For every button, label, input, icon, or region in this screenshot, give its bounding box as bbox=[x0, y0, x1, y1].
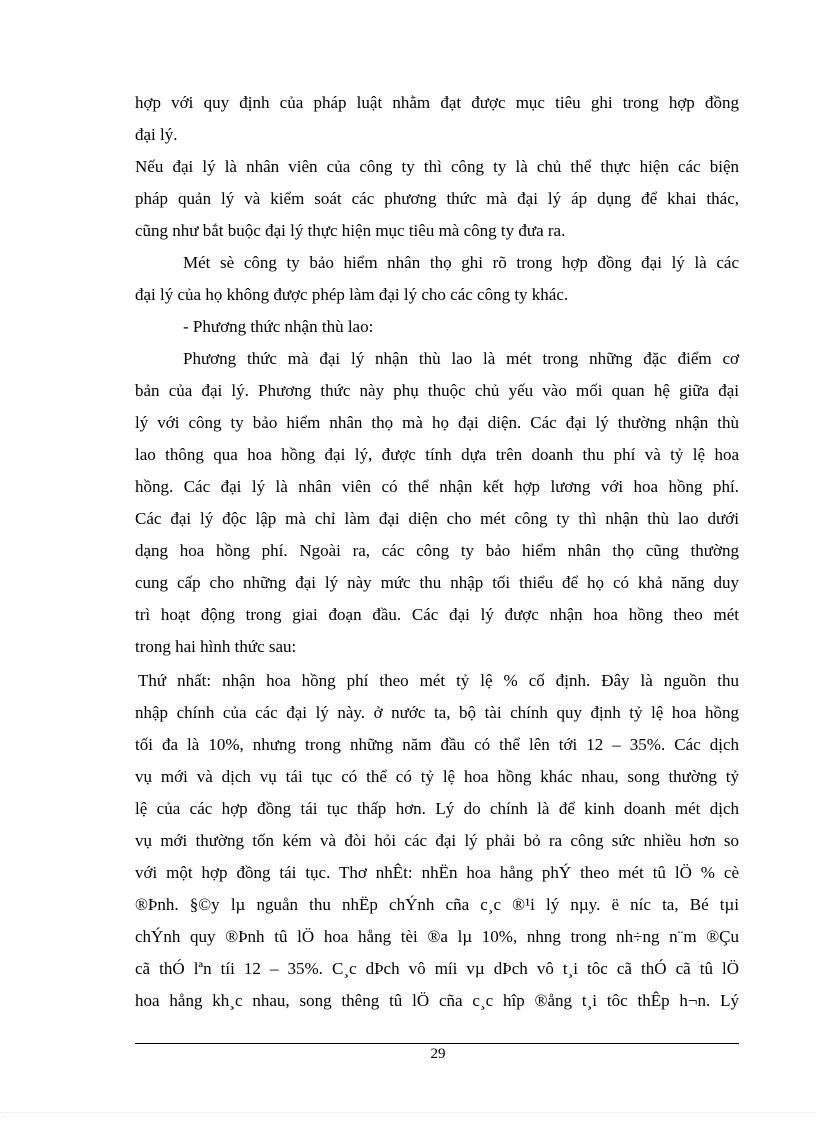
page-number: 29 bbox=[430, 1046, 446, 1062]
text-line: Thứ nhất: nhận hoa hồng phí theo mét tỷ lệ % cố định. Đây là nguồn thu bbox=[138, 671, 739, 690]
section-heading: - Phương thức nhận thù lao: bbox=[183, 317, 374, 336]
text-line: Nếu đại lý là nhân viên của công ty thì công ty là chủ thể thực hiện các biện bbox=[135, 157, 739, 176]
text-line: lý với công ty bảo hiểm nhân thọ mà họ đại diện. Các đại lý thường nhận thù bbox=[135, 413, 739, 432]
text-line: dạng hoa hồng phí. Ngoài ra, các công ty bảo hiểm nhân thọ cũng thường bbox=[135, 541, 739, 560]
text-line: Phương thức mà đại lý nhận thù lao là mét trong những đặc điểm cơ bbox=[183, 349, 739, 368]
text-line: đại lý. bbox=[135, 125, 178, 144]
page-bottom-border bbox=[0, 1112, 816, 1113]
text-line: cã thÓ lªn tíi 12 – 35%. C¸c dÞch vô míi vµ dÞch vô t¸i tôc cã thÓ cã tû lÖ bbox=[135, 959, 739, 978]
text-line: vụ mới và dịch vụ tái tục có thể có tỷ lệ hoa hồng khác nhau, song thường tỷ bbox=[135, 767, 739, 786]
text-line: hồng. Các đại lý là nhân viên có thể nhận kết hợp lương với hoa hồng phí. bbox=[135, 477, 739, 496]
text-line: pháp quản lý và kiểm soát các phương thức mà đại lý áp dụng để khai thác, bbox=[135, 189, 739, 208]
text-line: chÝnh quy ®Þnh tû lÖ hoa hång tèi ®a lµ 10%, nhng trong nh÷ng n¨m ®Çu bbox=[135, 927, 739, 946]
text-line: hoa hång kh¸c nhau, song thêng tû lÖ cña c¸c hîp ®ång t¸i tôc thÊp h¬n. Lý bbox=[135, 991, 739, 1010]
text-line: trong hai hình thức sau: bbox=[135, 637, 297, 656]
text-line: hợp với quy định của pháp luật nhằm đạt được mục tiêu ghi trong hợp đồng bbox=[135, 93, 739, 112]
text-line: lao thông qua hoa hồng đại lý, được tính dựa trên doanh thu phí và tỷ lệ hoa bbox=[135, 445, 739, 464]
text-line: vụ mới thường tốn kém và đòi hỏi các đại lý phải bỏ ra công sức nhiều hơn so bbox=[135, 831, 739, 850]
text-line: cung cấp cho những đại lý này mức thu nhập tối thiểu để họ có khả năng duy bbox=[135, 573, 739, 592]
text-line: nhập chính của các đại lý này. ở nước ta, bộ tài chính quy định tỷ lệ hoa hồng bbox=[135, 703, 739, 722]
text-line: Mét sè công ty bảo hiểm nhân thọ ghi rõ trong hợp đồng đại lý là các bbox=[183, 253, 739, 272]
text-line: ®Þnh. §©y lµ nguån thu nhËp chÝnh cña c¸c ®¹i lý nµy. ë níc ta, Bé tµi bbox=[135, 895, 739, 914]
text-line: cũng như bắt buộc đại lý thực hiện mục tiêu mà công ty đưa ra. bbox=[135, 221, 566, 240]
text-line: bản của đại lý. Phương thức này phụ thuộc chủ yếu vào mối quan hệ giữa đại bbox=[135, 381, 739, 400]
text-line: tối đa là 10%, nhưng trong những năm đầu có thể lên tới 12 – 35%. Các dịch bbox=[135, 735, 739, 754]
text-line: Các đại lý độc lập mà chỉ làm đại diện cho mét công ty thì nhận thù lao dưới bbox=[135, 509, 739, 528]
text-line: trì hoạt động trong giai đoạn đầu. Các đại lý được nhận hoa hồng theo mét bbox=[135, 605, 739, 624]
text-line: với một hợp đồng tái tục. Thơ nhÊt: nhËn hoa hång phÝ theo mét tû lÖ % cè bbox=[135, 863, 739, 882]
text-line: đại lý của họ không được phép làm đại lý cho các công ty khác. bbox=[135, 285, 569, 304]
text-line: lệ của các hợp đồng tái tục thấp hơn. Lý do chính là để kinh doanh mét dịch bbox=[135, 799, 739, 818]
